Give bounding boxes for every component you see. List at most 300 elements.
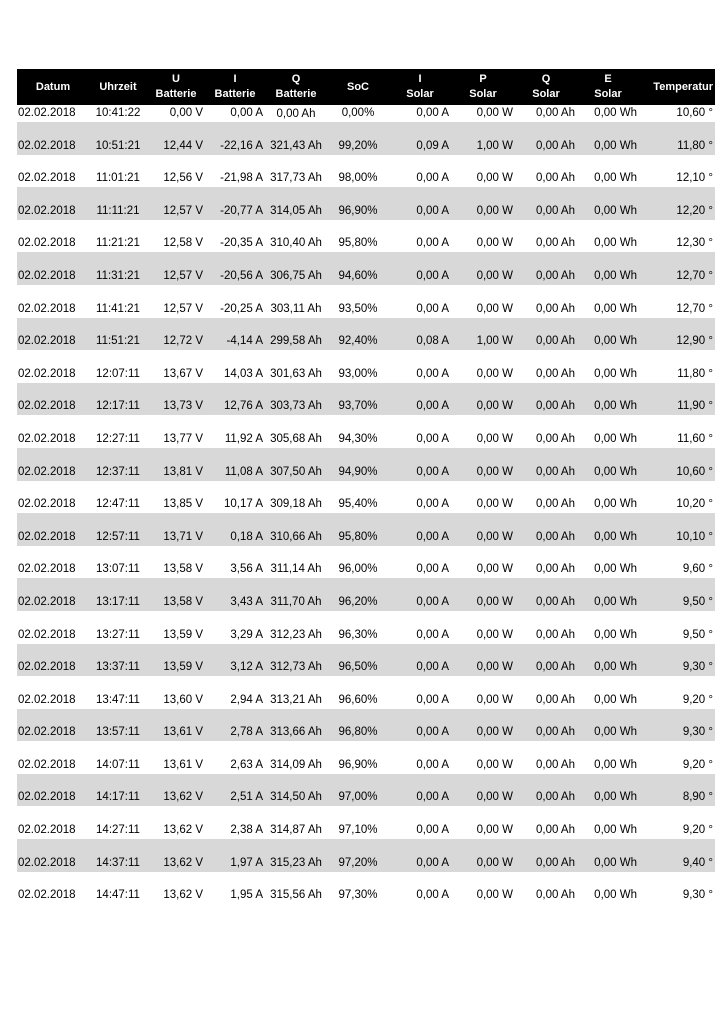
cell-i-sol: 0,00 A — [416, 563, 449, 576]
cell-p-sol: 0,00 W — [476, 530, 513, 543]
cell-soc: 95,80% — [338, 237, 378, 250]
cell-datum: 02.02.2018 — [18, 628, 76, 641]
cell-e-sol: 0,00 Wh — [594, 465, 637, 478]
table-row — [17, 481, 715, 514]
column-header-line1: Temperatur — [653, 80, 713, 93]
cell-p-sol: 0,00 W — [476, 498, 513, 511]
cell-u-bat: 13,77 V — [163, 432, 203, 445]
cell-soc: 94,60% — [338, 269, 378, 282]
cell-soc: 97,30% — [338, 889, 378, 902]
cell-u-bat: 13,73 V — [163, 400, 203, 413]
cell-soc: 94,90% — [338, 465, 378, 478]
cell-temp: 10,20 ° — [676, 498, 713, 511]
cell-i-bat: 2,63 A — [230, 758, 263, 771]
column-header-line2: Batterie — [155, 88, 197, 100]
cell-datum: 02.02.2018 — [18, 367, 76, 380]
cell-i-sol: 0,00 A — [416, 661, 449, 674]
cell-q-sol: 0,00 Ah — [535, 204, 575, 217]
column-header-line2: Batterie — [214, 88, 256, 100]
cell-i-bat: -20,25 A — [220, 302, 263, 315]
cell-q-bat: 310,66 Ah — [270, 530, 322, 543]
table-row — [17, 806, 715, 839]
table-row — [17, 122, 715, 155]
cell-uhrzeit: 14:27:11 — [96, 824, 140, 837]
cell-i-bat: 11,08 A — [224, 465, 263, 478]
cell-u-bat: 13,59 V — [163, 661, 203, 674]
cell-q-sol: 0,00 Ah — [535, 269, 575, 282]
cell-i-sol: 0,00 A — [416, 889, 449, 902]
cell-uhrzeit: 11:31:21 — [96, 269, 140, 282]
column-header — [639, 69, 715, 105]
cell-p-sol: 0,00 W — [476, 432, 513, 445]
cell-uhrzeit: 11:21:21 — [96, 237, 140, 250]
cell-temp: 11,80 ° — [677, 139, 713, 152]
cell-uhrzeit: 13:47:11 — [96, 693, 140, 706]
cell-q-bat: 313,21 Ah — [270, 693, 322, 706]
cell-q-sol: 0,00 Ah — [535, 367, 575, 380]
cell-e-sol: 0,00 Wh — [594, 824, 637, 837]
cell-p-sol: 0,00 W — [476, 302, 513, 315]
cell-e-sol: 0,00 Wh — [594, 302, 637, 315]
cell-temp: 12,90 ° — [676, 335, 713, 348]
cell-u-bat: 13,58 V — [163, 563, 203, 576]
cell-datum: 02.02.2018 — [18, 172, 76, 185]
cell-soc: 96,60% — [338, 693, 378, 706]
cell-q-bat: 301,63 Ah — [270, 367, 322, 380]
cell-e-sol: 0,00 Wh — [594, 400, 637, 413]
cell-u-bat: 13,71 V — [163, 530, 203, 543]
cell-datum: 02.02.2018 — [18, 400, 76, 413]
table-row — [17, 448, 715, 481]
cell-u-bat: 12,57 V — [163, 269, 203, 282]
cell-uhrzeit: 11:11:21 — [96, 204, 140, 217]
column-header-line1: I — [418, 73, 422, 85]
cell-i-sol: 0,00 A — [416, 758, 449, 771]
cell-p-sol: 0,00 W — [476, 628, 513, 641]
cell-datum: 02.02.2018 — [18, 693, 76, 706]
data-sheet — [17, 69, 715, 904]
cell-soc: 96,80% — [338, 726, 378, 739]
cell-uhrzeit: 14:47:11 — [96, 889, 140, 902]
table-row — [17, 220, 715, 253]
cell-temp: 10,60 ° — [676, 107, 713, 119]
column-header-line1: P — [479, 73, 487, 85]
cell-i-bat: 3,56 A — [230, 563, 263, 576]
cell-datum: 02.02.2018 — [18, 107, 76, 119]
cell-q-sol: 0,00 Ah — [535, 302, 575, 315]
cell-temp: 10,10 ° — [676, 530, 713, 543]
cell-e-sol: 0,00 Wh — [594, 693, 637, 706]
cell-u-bat: 12,72 V — [163, 335, 203, 348]
cell-soc: 95,80% — [338, 530, 378, 543]
cell-p-sol: 0,00 W — [476, 563, 513, 576]
table-row — [17, 285, 715, 318]
cell-temp: 9,20 ° — [682, 758, 713, 771]
cell-i-sol: 0,00 A — [416, 791, 449, 804]
cell-temp: 12,20 ° — [676, 204, 713, 217]
cell-u-bat: 12,56 V — [163, 172, 203, 185]
cell-temp: 11,80 ° — [677, 367, 713, 380]
table-row — [17, 383, 715, 416]
column-header-line1: Q — [291, 73, 301, 85]
cell-i-sol: 0,00 A — [416, 824, 449, 837]
table-row — [17, 187, 715, 220]
cell-uhrzeit: 10:51:21 — [95, 139, 141, 152]
cell-u-bat: 12,57 V — [163, 302, 203, 315]
cell-q-bat: 315,23 Ah — [270, 856, 322, 869]
cell-e-sol: 0,00 Wh — [594, 628, 637, 641]
cell-temp: 9,20 ° — [682, 693, 713, 706]
cell-e-sol: 0,00 Wh — [594, 530, 637, 543]
cell-q-bat: 309,18 Ah — [270, 498, 322, 511]
cell-q-bat: 321,43 Ah — [270, 139, 322, 152]
cell-temp: 12,70 ° — [676, 302, 713, 315]
cell-i-bat: 2,94 A — [230, 693, 263, 706]
cell-i-bat: 11,92 A — [224, 432, 263, 445]
cell-i-bat: 3,12 A — [230, 661, 263, 674]
cell-soc: 99,20% — [338, 139, 378, 152]
cell-i-sol: 0,00 A — [416, 367, 449, 380]
cell-i-sol: 0,00 A — [416, 465, 449, 478]
cell-q-bat: 303,73 Ah — [270, 400, 322, 413]
cell-q-bat: 307,50 Ah — [270, 465, 322, 478]
cell-q-bat: 312,73 Ah — [270, 661, 322, 674]
table-row — [17, 252, 715, 285]
cell-soc: 93,70% — [338, 400, 378, 413]
table-row — [17, 513, 715, 546]
cell-datum: 02.02.2018 — [18, 563, 76, 576]
cell-datum: 02.02.2018 — [18, 335, 76, 348]
cell-i-sol: 0,00 A — [416, 302, 449, 315]
cell-q-sol: 0,00 Ah — [535, 856, 575, 869]
cell-uhrzeit: 13:07:11 — [96, 563, 140, 576]
cell-i-bat: 1,95 A — [230, 889, 263, 902]
cell-e-sol: 0,00 Wh — [594, 498, 637, 511]
cell-uhrzeit: 12:27:11 — [96, 432, 140, 445]
column-header-line1: Datum — [35, 80, 71, 93]
cell-temp: 9,50 ° — [682, 628, 713, 641]
cell-q-bat: 314,05 Ah — [270, 204, 322, 217]
cell-q-sol: 0,00 Ah — [535, 400, 575, 413]
cell-i-sol: 0,00 A — [416, 530, 449, 543]
cell-datum: 02.02.2018 — [18, 758, 76, 771]
cell-q-bat: 314,50 Ah — [270, 791, 322, 804]
cell-i-bat: 2,51 A — [230, 791, 263, 804]
cell-p-sol: 0,00 W — [476, 595, 513, 608]
cell-p-sol: 0,00 W — [476, 172, 513, 185]
cell-i-bat: 0,00 A — [230, 107, 263, 119]
cell-q-sol: 0,00 Ah — [535, 726, 575, 739]
cell-soc: 93,50% — [338, 302, 378, 315]
cell-i-bat: -20,77 A — [220, 204, 263, 217]
cell-q-bat: 313,66 Ah — [270, 726, 322, 739]
cell-i-sol: 0,00 A — [416, 498, 449, 511]
column-header-line2: Solar — [406, 88, 434, 100]
cell-q-bat: 314,87 Ah — [270, 824, 322, 837]
cell-u-bat: 13,81 V — [163, 465, 203, 478]
cell-temp: 9,50 ° — [682, 595, 713, 608]
cell-soc: 97,00% — [338, 791, 378, 804]
table-row — [17, 350, 715, 383]
cell-i-sol: 0,00 A — [416, 595, 449, 608]
column-header — [577, 69, 639, 105]
cell-soc: 94,30% — [338, 432, 378, 445]
cell-uhrzeit: 12:17:11 — [96, 400, 140, 413]
table-row — [17, 644, 715, 677]
table-row — [17, 872, 715, 905]
cell-datum: 02.02.2018 — [18, 204, 76, 217]
column-header-line1: U — [172, 73, 180, 85]
cell-q-sol: 0,00 Ah — [535, 628, 575, 641]
cell-q-sol: 0,00 Ah — [535, 237, 575, 250]
cell-i-sol: 0,00 A — [416, 693, 449, 706]
cell-e-sol: 0,00 Wh — [594, 172, 637, 185]
table-row — [17, 105, 715, 122]
cell-i-bat: 10,17 A — [223, 498, 263, 511]
table-row — [17, 546, 715, 579]
cell-q-bat: 303,11 Ah — [270, 302, 322, 315]
table-row — [17, 155, 715, 188]
column-header-line1: Uhrzeit — [99, 80, 137, 93]
column-header-line1: E — [604, 73, 612, 85]
cell-e-sol: 0,00 Wh — [594, 107, 637, 119]
cell-datum: 02.02.2018 — [18, 726, 76, 739]
cell-soc: 96,50% — [338, 661, 378, 674]
cell-p-sol: 0,00 W — [476, 107, 513, 119]
cell-soc: 0,00% — [341, 107, 375, 119]
cell-q-sol: 0,00 Ah — [535, 889, 575, 902]
cell-p-sol: 0,00 W — [476, 889, 513, 902]
column-header — [451, 69, 515, 105]
cell-datum: 02.02.2018 — [18, 498, 76, 511]
cell-soc: 96,20% — [338, 595, 378, 608]
cell-u-bat: 12,57 V — [163, 204, 203, 217]
column-header-line1: Q — [541, 73, 551, 85]
cell-u-bat: 13,61 V — [163, 758, 203, 771]
cell-i-sol: 0,00 A — [416, 628, 449, 641]
cell-q-bat: 311,14 Ah — [270, 563, 322, 576]
cell-p-sol: 0,00 W — [476, 693, 513, 706]
cell-p-sol: 0,00 W — [476, 400, 513, 413]
cell-uhrzeit: 10:41:22 — [95, 107, 141, 119]
cell-datum: 02.02.2018 — [18, 791, 76, 804]
cell-i-bat: 0,18 A — [230, 530, 263, 543]
cell-i-bat: -20,56 A — [220, 269, 263, 282]
column-header-line2: Solar — [594, 88, 622, 100]
cell-datum: 02.02.2018 — [18, 824, 76, 837]
cell-i-sol: 0,00 A — [416, 204, 449, 217]
cell-p-sol: 0,00 W — [476, 824, 513, 837]
table-row — [17, 578, 715, 611]
cell-p-sol: 0,00 W — [476, 269, 513, 282]
cell-i-bat: -20,35 A — [220, 237, 263, 250]
cell-uhrzeit: 13:17:11 — [96, 595, 140, 608]
cell-e-sol: 0,00 Wh — [594, 595, 637, 608]
cell-q-bat: 0,00 Ah — [276, 107, 316, 120]
cell-u-bat: 13,62 V — [163, 824, 203, 837]
cell-temp: 12,70 ° — [676, 269, 713, 282]
cell-soc: 97,10% — [338, 824, 378, 837]
cell-i-sol: 0,00 A — [416, 726, 449, 739]
table-row — [17, 611, 715, 644]
cell-q-sol: 0,00 Ah — [535, 758, 575, 771]
cell-p-sol: 0,00 W — [476, 204, 513, 217]
cell-uhrzeit: 12:37:11 — [96, 465, 140, 478]
cell-soc: 96,30% — [338, 628, 378, 641]
cell-e-sol: 0,00 Wh — [594, 856, 637, 869]
cell-soc: 96,00% — [338, 563, 378, 576]
cell-i-bat: 12,76 A — [223, 400, 263, 413]
cell-temp: 9,20 ° — [682, 824, 713, 837]
cell-q-bat: 305,68 Ah — [270, 432, 322, 445]
column-header — [389, 69, 451, 105]
column-header-line1: I — [233, 73, 237, 85]
cell-uhrzeit: 11:51:21 — [96, 335, 140, 348]
cell-i-sol: 0,00 A — [416, 269, 449, 282]
cell-u-bat: 13,62 V — [163, 889, 203, 902]
table-row — [17, 709, 715, 742]
cell-datum: 02.02.2018 — [18, 889, 76, 902]
cell-temp: 10,60 ° — [676, 465, 713, 478]
cell-e-sol: 0,00 Wh — [594, 204, 637, 217]
column-header — [265, 69, 327, 105]
measurement-table — [17, 69, 715, 904]
cell-datum: 02.02.2018 — [18, 465, 76, 478]
column-header — [327, 69, 389, 105]
cell-q-bat: 306,75 Ah — [270, 269, 322, 282]
cell-q-sol: 0,00 Ah — [535, 661, 575, 674]
cell-q-bat: 311,70 Ah — [270, 595, 322, 608]
cell-temp: 9,30 ° — [682, 889, 713, 902]
cell-soc: 96,90% — [338, 204, 378, 217]
column-header-line1: SoC — [347, 80, 369, 93]
cell-p-sol: 0,00 W — [476, 856, 513, 869]
cell-i-bat: 2,38 A — [230, 824, 263, 837]
cell-u-bat: 13,59 V — [163, 628, 203, 641]
cell-i-bat: 14,03 A — [223, 367, 263, 380]
table-row — [17, 774, 715, 807]
cell-u-bat: 13,61 V — [163, 726, 203, 739]
cell-temp: 9,30 ° — [682, 661, 713, 674]
cell-i-bat: 3,29 A — [230, 628, 263, 641]
cell-uhrzeit: 14:07:11 — [96, 758, 140, 771]
cell-q-bat: 299,58 Ah — [270, 335, 322, 348]
cell-datum: 02.02.2018 — [18, 139, 76, 152]
cell-temp: 11,90 ° — [677, 400, 713, 413]
cell-e-sol: 0,00 Wh — [594, 661, 637, 674]
column-header — [515, 69, 577, 105]
cell-u-bat: 13,62 V — [163, 856, 203, 869]
cell-u-bat: 13,85 V — [163, 498, 203, 511]
cell-temp: 8,90 ° — [682, 791, 713, 804]
cell-e-sol: 0,00 Wh — [594, 367, 637, 380]
cell-p-sol: 0,00 W — [476, 791, 513, 804]
cell-u-bat: 12,58 V — [163, 237, 203, 250]
cell-i-sol: 0,00 A — [416, 432, 449, 445]
cell-q-sol: 0,00 Ah — [535, 693, 575, 706]
cell-uhrzeit: 12:47:11 — [96, 498, 140, 511]
cell-q-sol: 0,00 Ah — [535, 824, 575, 837]
cell-datum: 02.02.2018 — [18, 237, 76, 250]
cell-uhrzeit: 14:17:11 — [96, 791, 140, 804]
cell-e-sol: 0,00 Wh — [594, 726, 637, 739]
cell-datum: 02.02.2018 — [18, 661, 76, 674]
cell-soc: 98,00% — [338, 172, 378, 185]
cell-e-sol: 0,00 Wh — [594, 237, 637, 250]
cell-e-sol: 0,00 Wh — [594, 791, 637, 804]
cell-q-sol: 0,00 Ah — [535, 432, 575, 445]
column-header-line2: Solar — [532, 88, 560, 100]
cell-e-sol: 0,00 Wh — [594, 889, 637, 902]
column-header-line2: Batterie — [275, 88, 317, 100]
table-row — [17, 415, 715, 448]
cell-soc: 93,00% — [338, 367, 378, 380]
cell-temp: 12,30 ° — [676, 237, 713, 250]
cell-e-sol: 0,00 Wh — [594, 563, 637, 576]
cell-p-sol: 1,00 W — [476, 139, 513, 152]
cell-q-sol: 0,00 Ah — [535, 791, 575, 804]
table-row — [17, 839, 715, 872]
cell-datum: 02.02.2018 — [18, 530, 76, 543]
cell-uhrzeit: 12:07:11 — [96, 367, 140, 380]
column-header — [89, 69, 147, 105]
cell-u-bat: 13,58 V — [163, 595, 203, 608]
cell-q-bat: 310,40 Ah — [270, 237, 322, 250]
cell-q-bat: 317,73 Ah — [270, 172, 322, 185]
cell-temp: 11,60 ° — [677, 432, 713, 445]
column-header — [17, 69, 89, 105]
cell-q-sol: 0,00 Ah — [535, 139, 575, 152]
cell-temp: 9,30 ° — [682, 726, 713, 739]
cell-e-sol: 0,00 Wh — [594, 432, 637, 445]
cell-i-sol: 0,00 A — [416, 856, 449, 869]
cell-u-bat: 12,44 V — [163, 139, 203, 152]
cell-uhrzeit: 13:27:11 — [96, 628, 140, 641]
cell-p-sol: 0,00 W — [476, 465, 513, 478]
cell-q-bat: 315,56 Ah — [270, 889, 322, 902]
cell-soc: 96,90% — [338, 758, 378, 771]
cell-q-sol: 0,00 Ah — [535, 107, 575, 119]
header-row — [17, 69, 715, 105]
cell-q-sol: 0,00 Ah — [535, 530, 575, 543]
cell-q-sol: 0,00 Ah — [535, 465, 575, 478]
cell-datum: 02.02.2018 — [18, 856, 76, 869]
cell-e-sol: 0,00 Wh — [594, 335, 637, 348]
cell-e-sol: 0,00 Wh — [594, 139, 637, 152]
cell-q-sol: 0,00 Ah — [535, 335, 575, 348]
cell-u-bat: 13,62 V — [163, 791, 203, 804]
cell-temp: 12,10 ° — [676, 172, 713, 185]
cell-q-sol: 0,00 Ah — [535, 172, 575, 185]
cell-i-bat: 1,97 A — [230, 856, 263, 869]
cell-p-sol: 1,00 W — [476, 335, 513, 348]
column-header — [147, 69, 205, 105]
cell-q-bat: 314,09 Ah — [270, 758, 322, 771]
cell-u-bat: 13,60 V — [163, 693, 203, 706]
cell-uhrzeit: 13:57:11 — [96, 726, 140, 739]
cell-i-sol: 0,08 A — [416, 335, 449, 348]
cell-q-sol: 0,00 Ah — [535, 563, 575, 576]
cell-p-sol: 0,00 W — [476, 726, 513, 739]
cell-datum: 02.02.2018 — [18, 595, 76, 608]
cell-i-sol: 0,00 A — [416, 400, 449, 413]
table-row — [17, 676, 715, 709]
cell-i-sol: 0,00 A — [416, 172, 449, 185]
table-body — [17, 105, 715, 904]
cell-i-bat: 3,43 A — [230, 595, 263, 608]
cell-uhrzeit: 11:41:21 — [96, 302, 140, 315]
cell-i-sol: 0,00 A — [416, 107, 449, 119]
